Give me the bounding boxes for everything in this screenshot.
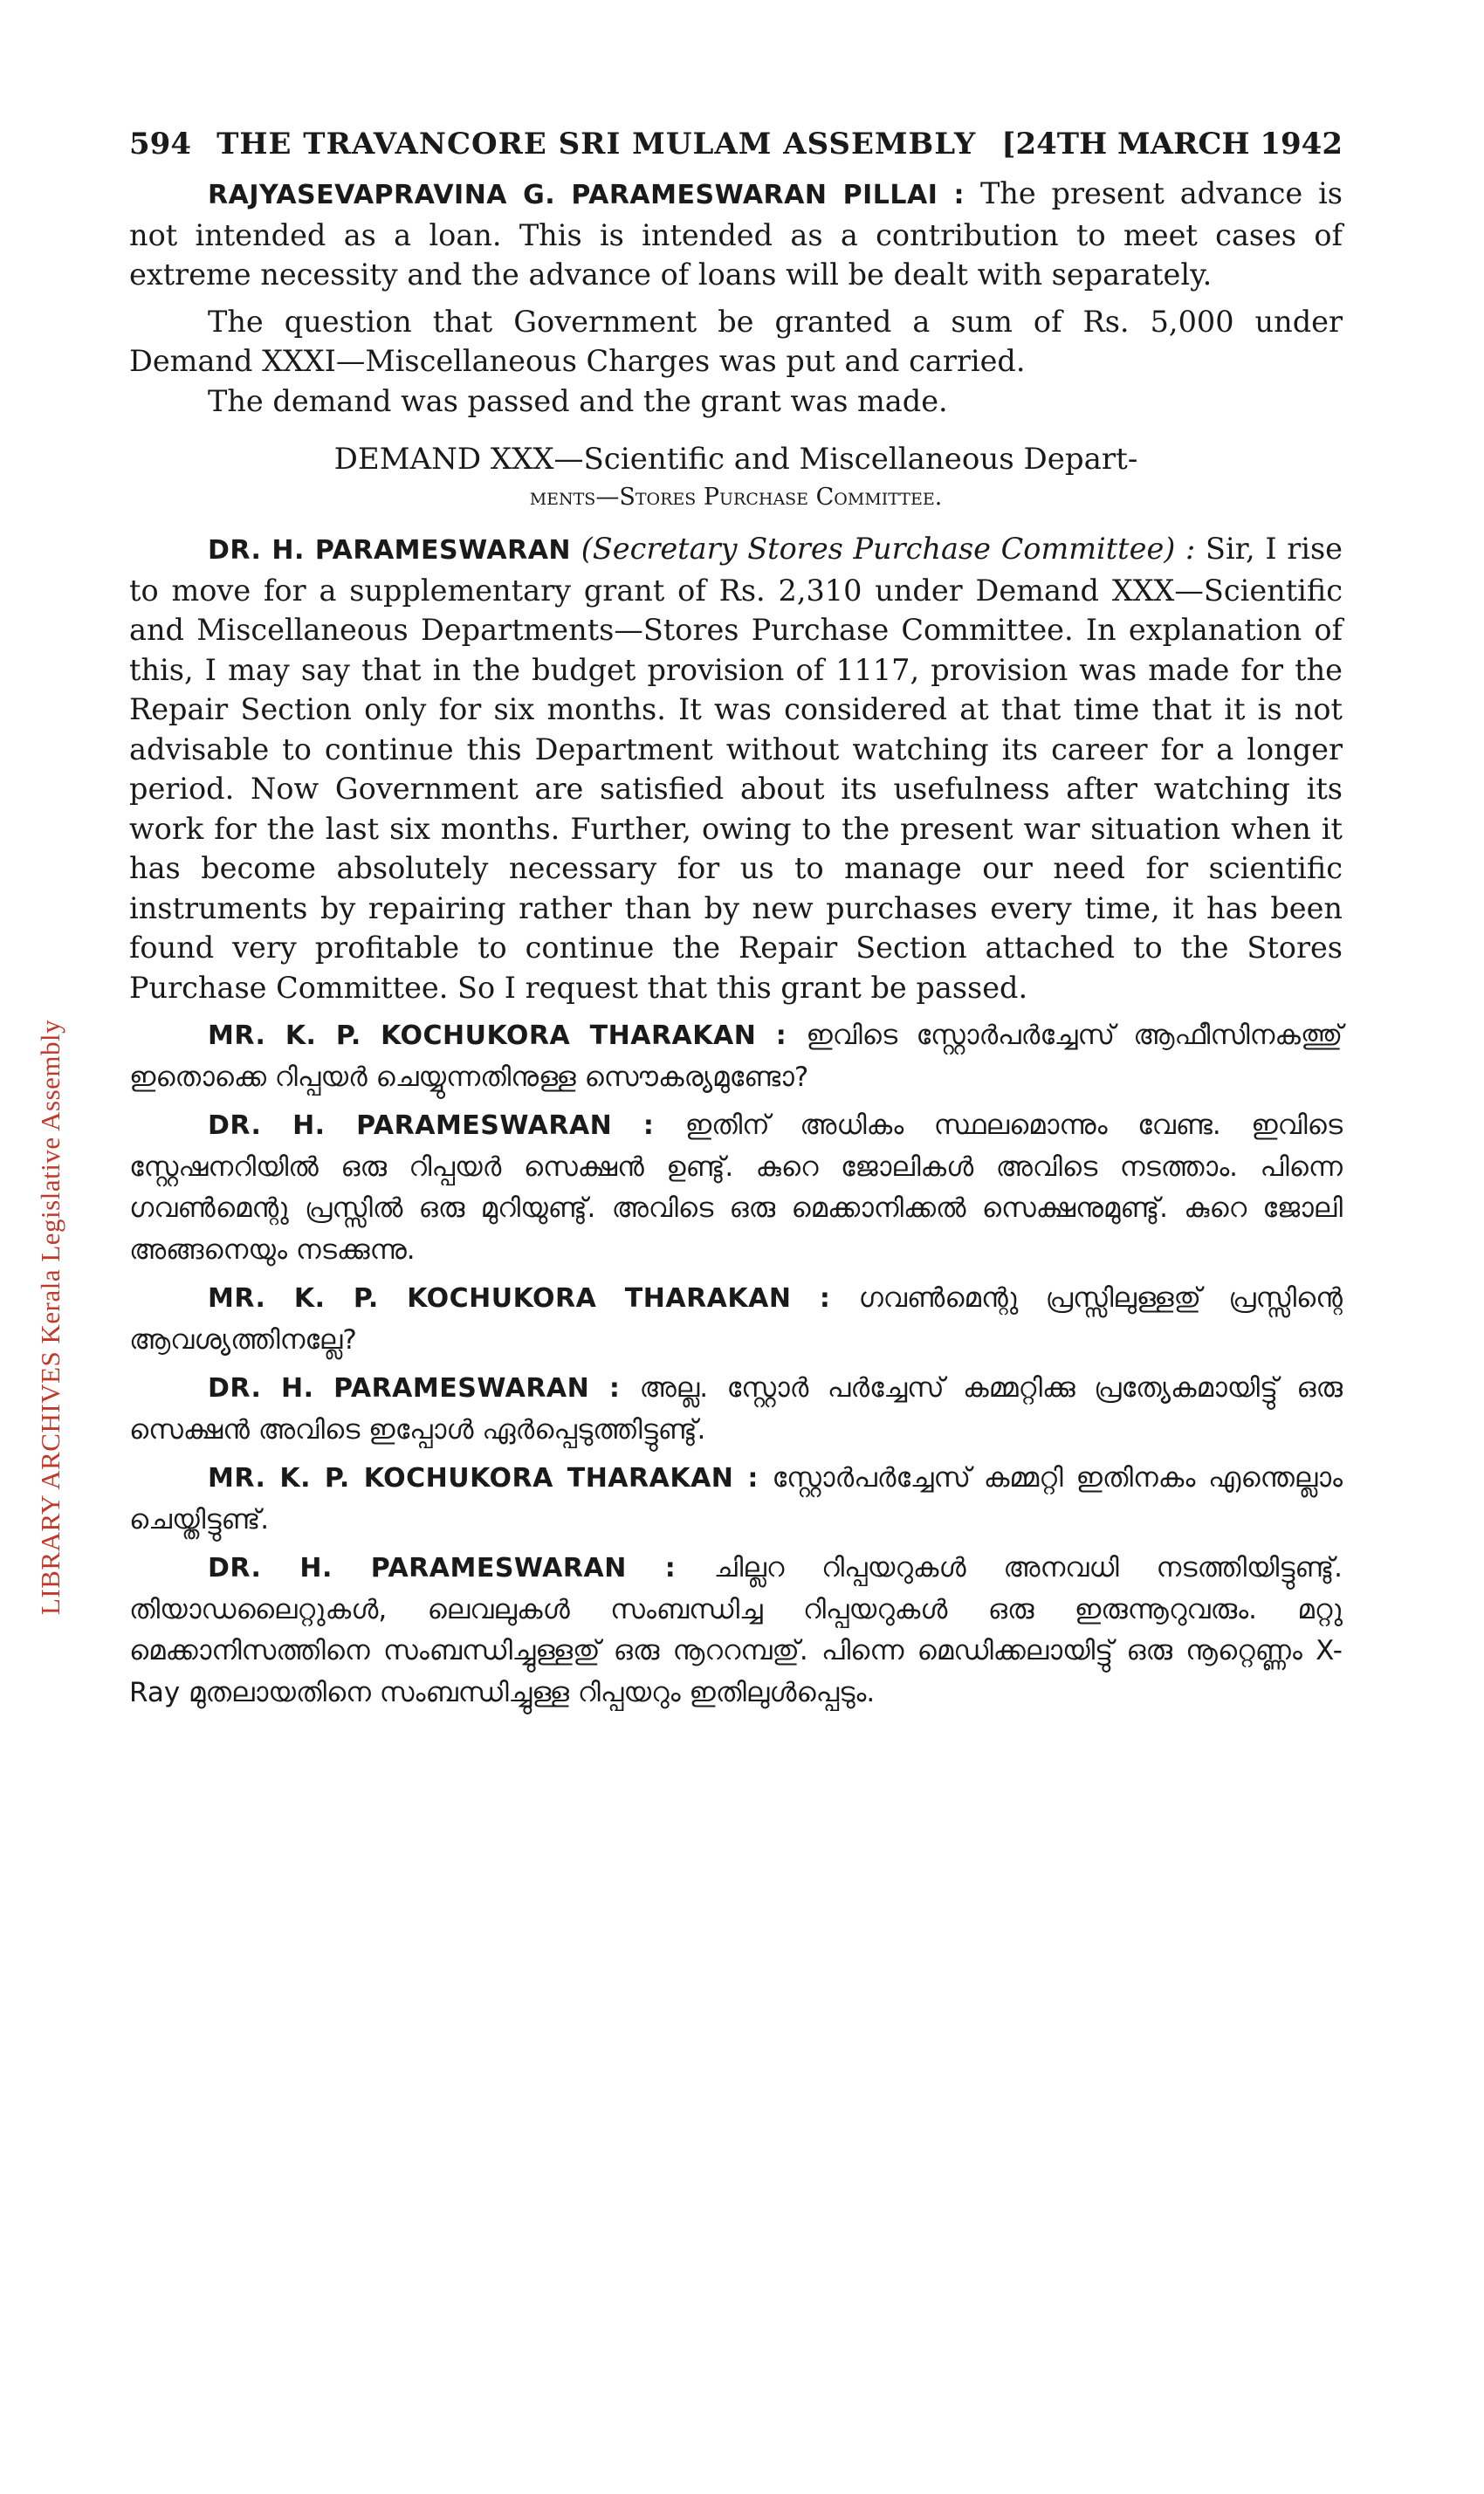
paragraph-question-carried: The question that Government be granted a sum of Rs. 5,000 under Demand XXXI—Miscellaneous Charges was put and carried.: [129, 304, 1343, 378]
speech-tharakan-question-1: [129, 1014, 1343, 1097]
speech-text: ചില്ലറ റിപ്പയറുകൾ അനവധി നടത്തിയിട്ടുണ്ടു്. തിയാഡലൈറ്റുകൾ, ലെവലുകൾ സംബന്ധിച്ച റിപ്പയറുകൾ ഒരു ഇരുന്നൂറുവരും. മറ്റു മെക്കാനിസത്തിനെ സംബന്ധിച്ചുള്ളതു് ഒരു നൂററമ്പതു്. പിന്നെ മെഡിക്കലായിട്ടു് ഒരു നൂറ്റെണ്ണം X-Ray മുതലായതിനെ സംബന്ധിച്ചുള്ള റിപ്പയറും ഇതിലുൾപ്പെടും.: [129, 1552, 1343, 1708]
speaker-name: MR. K. P. KOCHUKORA THARAKAN :: [208, 1463, 759, 1494]
speech-text: Sir, I rise to move for a supplementary grant of Rs. 2,310 under Demand XXX—Scientific and Miscellaneous Departments—Stores Purchase Committee. In explanation of this, I may say that in the budget provision of 1117, provision was made for the Repair Section only for six months. It was considered at that time that it is not advisable to continue this Department without watching its career for a longer period. Now Government are satisfied about its usefulness after watching its work for the last six months. Further, owing to the present war situation when it has become absolutely necessary for us to manage our need for scientific instruments by repairing rather than by new purchases every time, it has been found very profitable to continue the Repair Section attached to the Stores Purchase Committee. So I request that this grant be passed.: [129, 532, 1343, 1005]
speech-parameswaran-reply-1: [129, 1104, 1343, 1270]
speech-text: സ്റ്റോർപർച്ചേസ് കമ്മറ്റി ഇതിനകം എന്തെല്ലാം ചെയ്തിട്ടുണ്ട്.: [129, 1462, 1343, 1536]
speech-parameswaran-motion: [129, 529, 1343, 1007]
demand-heading-line2: ments—Stores Purchase Committee.: [529, 484, 943, 511]
speech-text: അല്ല. സ്റ്റോർ പർച്ചേസ് കമ്മറ്റിക്കു പ്രത്യേകമായിട്ടു് ഒരു സെക്ഷൻ അവിടെ ഇപ്പോൾ ഏർപ്പെടുത്തിട്ടുണ്ടു്.: [129, 1372, 1343, 1446]
running-header: [129, 127, 1343, 161]
speaker-name: MR. K. P. KOCHUKORA THARAKAN :: [208, 1020, 787, 1051]
speaker-role: (Secretary Stores Purchase Committee) :: [581, 532, 1196, 566]
demand-heading: [129, 440, 1343, 517]
speaker-name: RAJYASEVAPRAVINA G. PARAMESWARAN PILLAI :: [208, 180, 965, 210]
speech-tharakan-question-2: [129, 1277, 1343, 1360]
speech-text: ഗവൺമെന്റു പ്രസ്സിലുള്ളതു് പ്രസ്സിന്റെ ആവശ്യത്തിനല്ലേ?: [129, 1282, 1343, 1356]
paragraph-pillai-reply: [129, 174, 1343, 295]
paragraph-grant-made: The demand was passed and the grant was made.: [208, 383, 948, 418]
library-archives-watermark: LIBRARY ARCHIVES Kerala Legislative Assembly: [35, 1019, 65, 1615]
header-title: THE TRAVANCORE SRI MULAM ASSEMBLY: [216, 127, 977, 161]
speech-tharakan-question-3: [129, 1457, 1343, 1540]
speaker-name: DR. H. PARAMESWARAN :: [208, 1553, 677, 1584]
speech-parameswaran-reply-3: [129, 1547, 1343, 1713]
paragraph-text: The present advance is not intended as a loan. This is intended as a contribution to meet cases of extreme necessity and the advance of loans will be dealt with separately.: [129, 176, 1343, 292]
speech-parameswaran-reply-2: [129, 1367, 1343, 1450]
speaker-name: DR. H. PARAMESWARAN :: [208, 1373, 621, 1404]
speaker-name: DR. H. PARAMESWARAN: [208, 535, 572, 566]
speech-text: ഇവിടെ സ്റ്റോർപർച്ചേസ് ആഫീസിനകത്തു് ഇതൊക്കെ റിപ്പയർ ചെയ്യുന്നതിനുള്ള സൌകര്യമുണ്ടോ?: [129, 1020, 1343, 1093]
page-number: 594: [129, 127, 191, 161]
speaker-name: MR. K. P. KOCHUKORA THARAKAN :: [208, 1283, 831, 1314]
speaker-name: DR. H. PARAMESWARAN :: [208, 1110, 655, 1141]
speech-text: ഇതിന് അധികം സ്ഥലമൊന്നും വേണ്ട. ഇവിടെ സ്റ്റേഷനറിയിൽ ഒരു റിപ്പയർ സെക്ഷൻ ഉണ്ടു്. കുറെ ജോലികൾ അവിടെ നടത്താം. പിന്നെ ഗവൺമെന്റു പ്രസ്സിൽ ഒരു മുറിയുണ്ടു്. അവിടെ ഒരു മെക്കാനിക്കൽ സെക്ഷനുമുണ്ടു്. കുറെ ജോലി അങ്ങനെയും നടക്കുന്നു.: [129, 1110, 1343, 1266]
demand-heading-line1: DEMAND XXX—Scientific and Miscellaneous Depart-: [333, 442, 1138, 477]
header-date: [24TH MARCH 1942: [1001, 127, 1343, 161]
document-page: [129, 127, 1343, 1720]
